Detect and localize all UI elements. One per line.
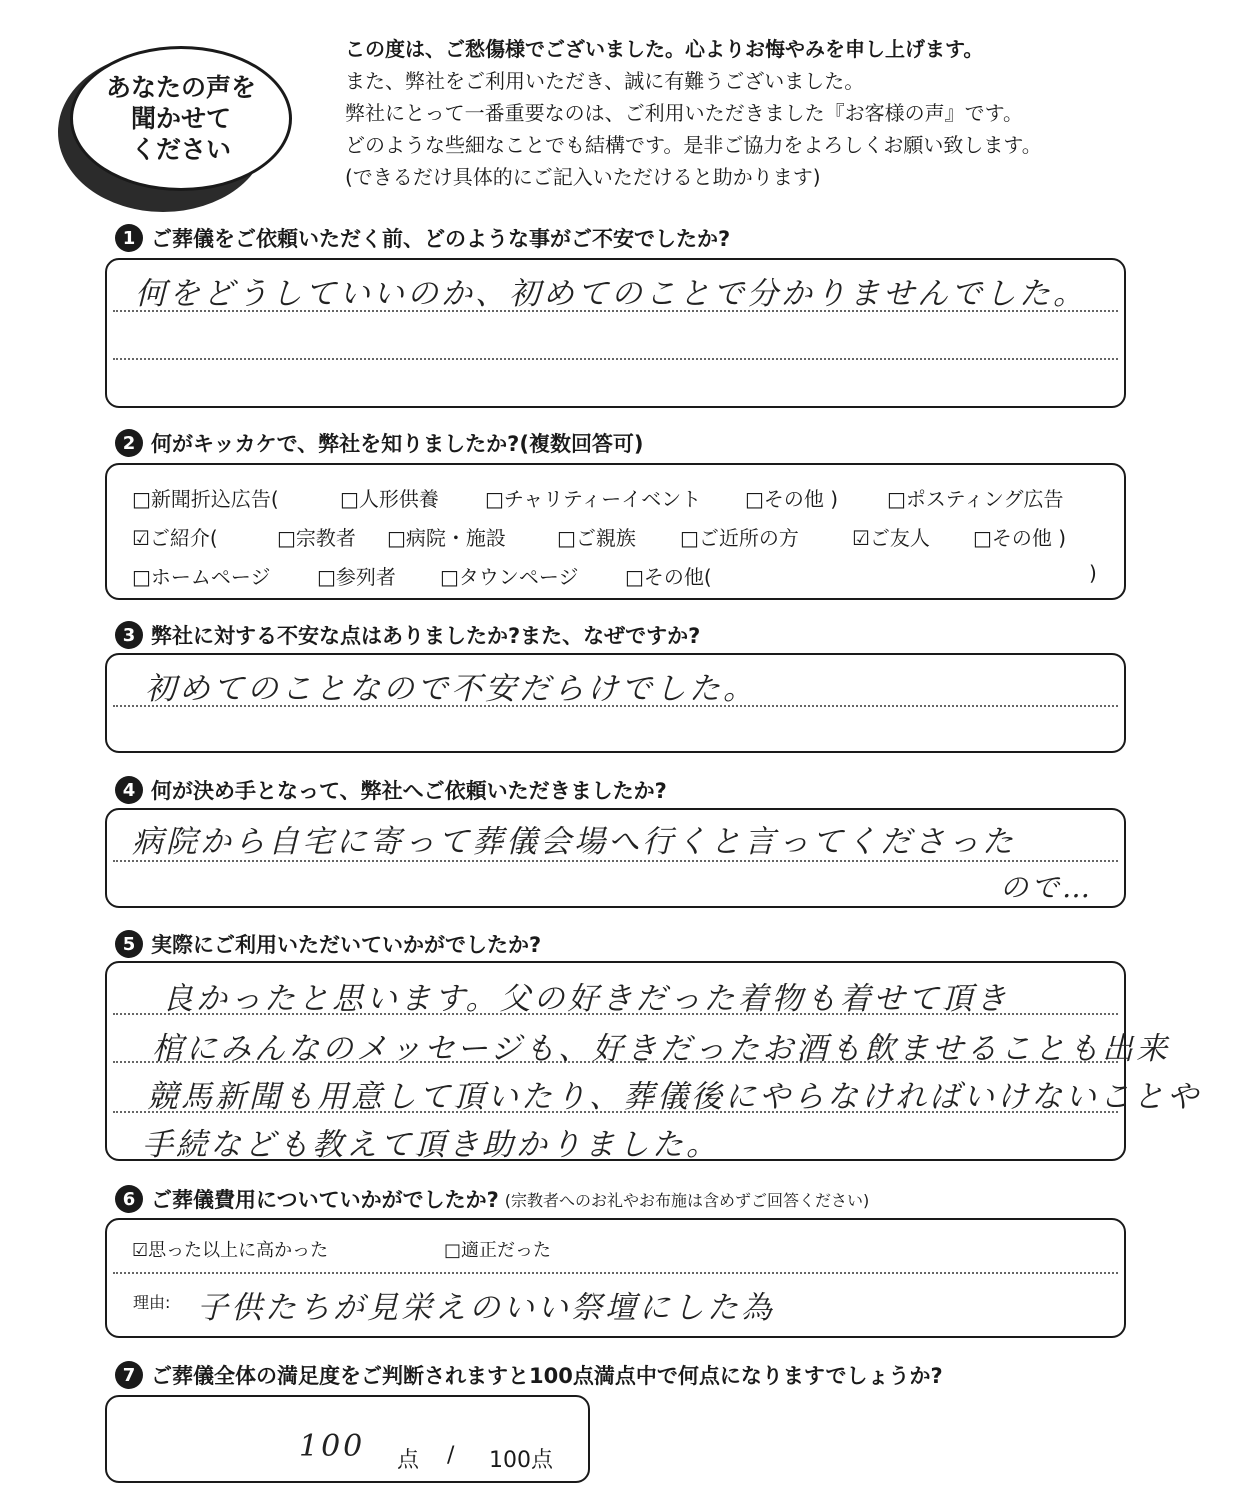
score-slash: / — [447, 1443, 455, 1468]
score-max: 100点 — [489, 1448, 553, 1473]
answer-box-5[interactable] — [105, 961, 1201, 1163]
option[interactable]: □ご近所の方 — [680, 526, 799, 550]
answer-box-4[interactable] — [105, 808, 1126, 908]
handwritten-answer: 手続なども教えて頂き助かりました。 — [142, 1127, 720, 1163]
question-text: ご葬儀をご依頼いただく前、どのような事がご不安でしたか? — [151, 227, 731, 251]
handwritten-answer: 良かったと思います。父の好きだった着物も着せて頂き — [162, 981, 1010, 1017]
question-text: 実際にご利用いただいていかがでしたか? — [151, 933, 542, 957]
option[interactable]: □適正だった — [444, 1240, 552, 1261]
question-number: 5 — [115, 930, 143, 958]
handwritten-answer: ので… — [1000, 871, 1094, 904]
answer-box-3[interactable] — [105, 653, 1126, 753]
handwritten-score[interactable]: 100 — [299, 1429, 366, 1464]
question-text: 何がキッカケで、弊社を知りましたか?(複数回答可) — [151, 432, 644, 456]
intro-line: (できるだけ具体的にご記入いただけると助かります) — [345, 165, 821, 189]
handwritten-answer: 何をどうしていいのか、初めてのことで分かりませんでした。 — [135, 276, 1087, 312]
question-number: 6 — [115, 1185, 143, 1213]
option[interactable]: ☑ご友人 — [852, 526, 930, 550]
question-6 — [115, 1184, 869, 1214]
option[interactable]: □その他 ) — [745, 487, 839, 511]
option[interactable]: □チャリティーイベント — [485, 487, 702, 511]
handwritten-answer: 病院から自宅に寄って葬儀会場へ行くと言ってくださった — [132, 824, 1016, 860]
option[interactable]: □その他 ) — [973, 526, 1067, 550]
answer-box-1[interactable] — [105, 258, 1126, 408]
option[interactable]: □新聞折込広告( — [132, 487, 279, 511]
option[interactable]: □人形供養 — [340, 487, 439, 511]
question-1 — [115, 223, 730, 253]
intro-text — [345, 33, 1225, 193]
option[interactable]: □参列者 — [317, 565, 396, 589]
question-5 — [115, 929, 541, 959]
speech-bubble — [70, 46, 292, 191]
question-text: 弊社に対する不安な点はありましたか?また、なぜですか? — [151, 624, 701, 648]
intro-line: また、弊社をご利用いただき、誠に有難うございました。 — [345, 69, 865, 93]
handwritten-reason[interactable]: 子供たちが見栄えのいい祭壇にした為 — [197, 1290, 775, 1326]
option[interactable]: ☑ご紹介( — [132, 526, 218, 550]
handwritten-answer: 棺にみんなのメッセージも、好きだったお酒も飲ませることも出来 — [152, 1031, 1171, 1067]
option[interactable]: □宗教者 — [277, 526, 356, 550]
question-text: 何が決め手となって、弊社へご依頼いただきましたか? — [151, 779, 667, 803]
option[interactable]: □ポスティング広告 — [887, 487, 1064, 511]
option[interactable]: □その他( — [625, 565, 712, 589]
question-text: ご葬儀全体の満足度をご判断されますと100点満点中で何点になりますでしょうか? — [151, 1364, 943, 1388]
intro-line: この度は、ご愁傷様でございました。心よりお悔やみを申し上げます。 — [345, 37, 984, 61]
options-box-2 — [105, 463, 1126, 600]
option-close-paren: ) — [1089, 561, 1097, 585]
option[interactable]: □タウンページ — [440, 565, 579, 589]
handwritten-answer: 初めてのことなので不安だらけでした。 — [145, 671, 757, 707]
reason-label: 理由: — [133, 1293, 171, 1312]
question-2 — [115, 428, 644, 458]
option[interactable]: □ホームページ — [132, 565, 271, 589]
question-number: 2 — [115, 429, 143, 457]
bubble-line: ください — [130, 135, 231, 164]
bubble-line: あなたの声を — [105, 73, 256, 102]
question-text: ご葬儀費用についていかがでしたか? — [151, 1188, 499, 1212]
intro-line: どのような些細なことでも結構です。是非ご協力をよろしくお願い致します。 — [345, 133, 1042, 157]
score-box — [105, 1395, 590, 1483]
option[interactable]: □病院・施設 — [387, 526, 506, 550]
question-number: 7 — [115, 1361, 143, 1389]
question-3 — [115, 620, 700, 650]
question-number: 3 — [115, 621, 143, 649]
option[interactable]: ☑思った以上に高かった — [132, 1240, 329, 1261]
intro-line: 弊社にとって一番重要なのは、ご利用いただきました『お客様の声』です。 — [345, 101, 1023, 125]
question-note: (宗教者へのお礼やお布施は含めずご回答ください) — [504, 1190, 870, 1210]
question-number: 1 — [115, 224, 143, 252]
question-number: 4 — [115, 776, 143, 804]
option[interactable]: □ご親族 — [557, 526, 636, 550]
question-4 — [115, 775, 667, 805]
score-unit: 点 — [397, 1448, 420, 1473]
bubble-line: 聞かせて — [130, 104, 231, 133]
question-7 — [115, 1360, 943, 1390]
handwritten-answer: 競馬新聞も用意して頂いたり、葬儀後にやらなければいけないことや — [147, 1079, 1201, 1115]
answer-box-6 — [105, 1218, 1126, 1338]
